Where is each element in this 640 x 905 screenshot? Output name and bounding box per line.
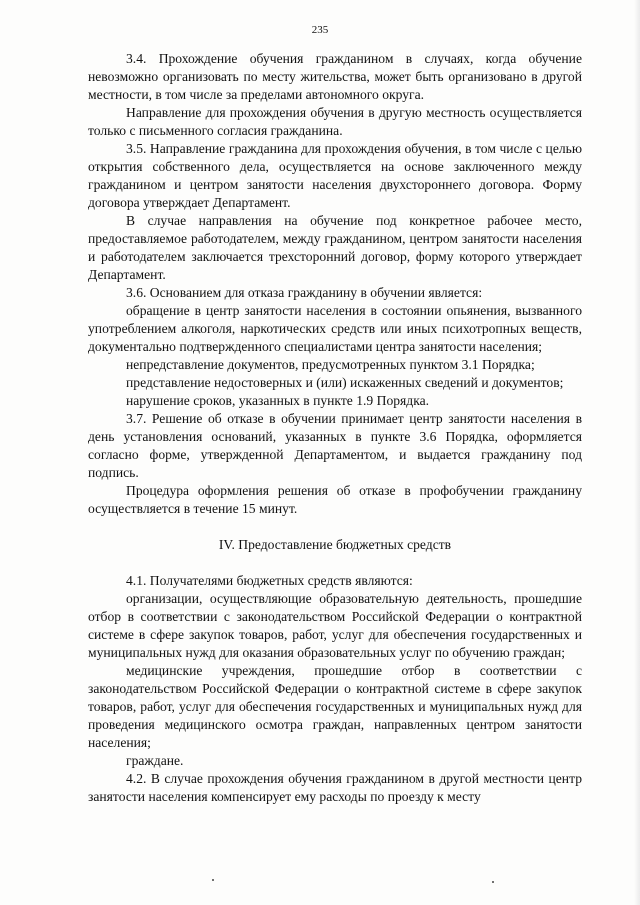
scan-speck [212, 879, 214, 881]
paragraph-3-7: 3.7. Решение об отказе в обучении принимает центр занятости населения в день установления оснований, указанных в пункте 3.6 Порядка, оформляется согласно форме, утвержденной Департаментом, и выдается гражданину под подпись. [88, 411, 582, 480]
scan-specks [0, 877, 640, 887]
paragraph-4-2: 4.2. В случае прохождения обучения гражданином в другой местности центр занятости населения компенсирует ему расходы по проезду к месту [88, 771, 582, 804]
list-item-missing-documents: непредставление документов, предусмотренных пунктом 3.1 Порядка; [126, 357, 535, 372]
list-item-citizens: граждане. [126, 753, 184, 768]
list-item-educational-organizations: организации, осуществляющие образовательную деятельность, прошедшие отбор в соответствии с законодательством Российской Федерации о контрактной системе в сфере закупок товаров, работ, услуг для обеспечения государственных и муниципальных нужд для оказания образовательных услуг по обучению граждан; [88, 591, 582, 660]
paragraph-3-4: 3.4. Прохождение обучения гражданином в случаях, когда обучение невозможно организовать по месту жительства, может быть организовано в другой местности, в том числе за пределами автономного округа. [88, 51, 582, 102]
list-item-intoxication: обращение в центр занятости населения в состоянии опьянения, вызванного употреблением алкоголя, наркотических средств или иных психотропных веществ, документально подтвержденного специалистами центра занятости населения; [88, 303, 582, 354]
list-item-medical-institutions: медицинские учреждения, прошедшие отбор в соответствии с законодательством Российской Федерации о контрактной системе в сфере закупок товаров, работ, услуг для обеспечения государственных и муниципальных нужд для проведения медицинского осмотра граждан, направленных центром занятости населения; [88, 663, 582, 750]
section-heading-iv: IV. Предоставление бюджетных средств [218, 537, 452, 552]
paragraph-3-4-consent: Направление для прохождения обучения в другую местность осуществляется только с письменного согласия гражданина. [88, 105, 582, 138]
paragraph-3-5: 3.5. Направление гражданина для прохождения обучения, в том числе с целью открытия собственного дела, осуществляется на основе заключенного между гражданином и центром занятости населения двухстороннего договора. Форму договора утверждает Департамент. [88, 141, 582, 210]
document-body [88, 50, 582, 806]
paragraph-3-7-procedure: Процедура оформления решения об отказе в профобучении гражданину осуществляется в течение 15 минут. [88, 483, 582, 516]
list-item-false-information: представление недостоверных и (или) искаженных сведений и документов; [126, 375, 564, 390]
list-item-deadline-violation: нарушение сроков, указанных в пункте 1.9 Порядка. [126, 393, 430, 408]
paragraph-4-1: 4.1. Получателями бюджетных средств являются: [126, 573, 413, 588]
page-edge-shadow [634, 0, 640, 905]
scan-speck [492, 881, 494, 883]
page-number: 235 [311, 24, 329, 36]
paragraph-3-6: 3.6. Основанием для отказа гражданину в обучении является: [126, 285, 483, 300]
paragraph-3-5-tripartite: В случае направления на обучение под конкретное рабочее место, предоставляемое работодателем, между гражданином, центром занятости населения и работодателем заключается трехсторонний договор, форму которого утверждает Департамент. [88, 213, 582, 282]
